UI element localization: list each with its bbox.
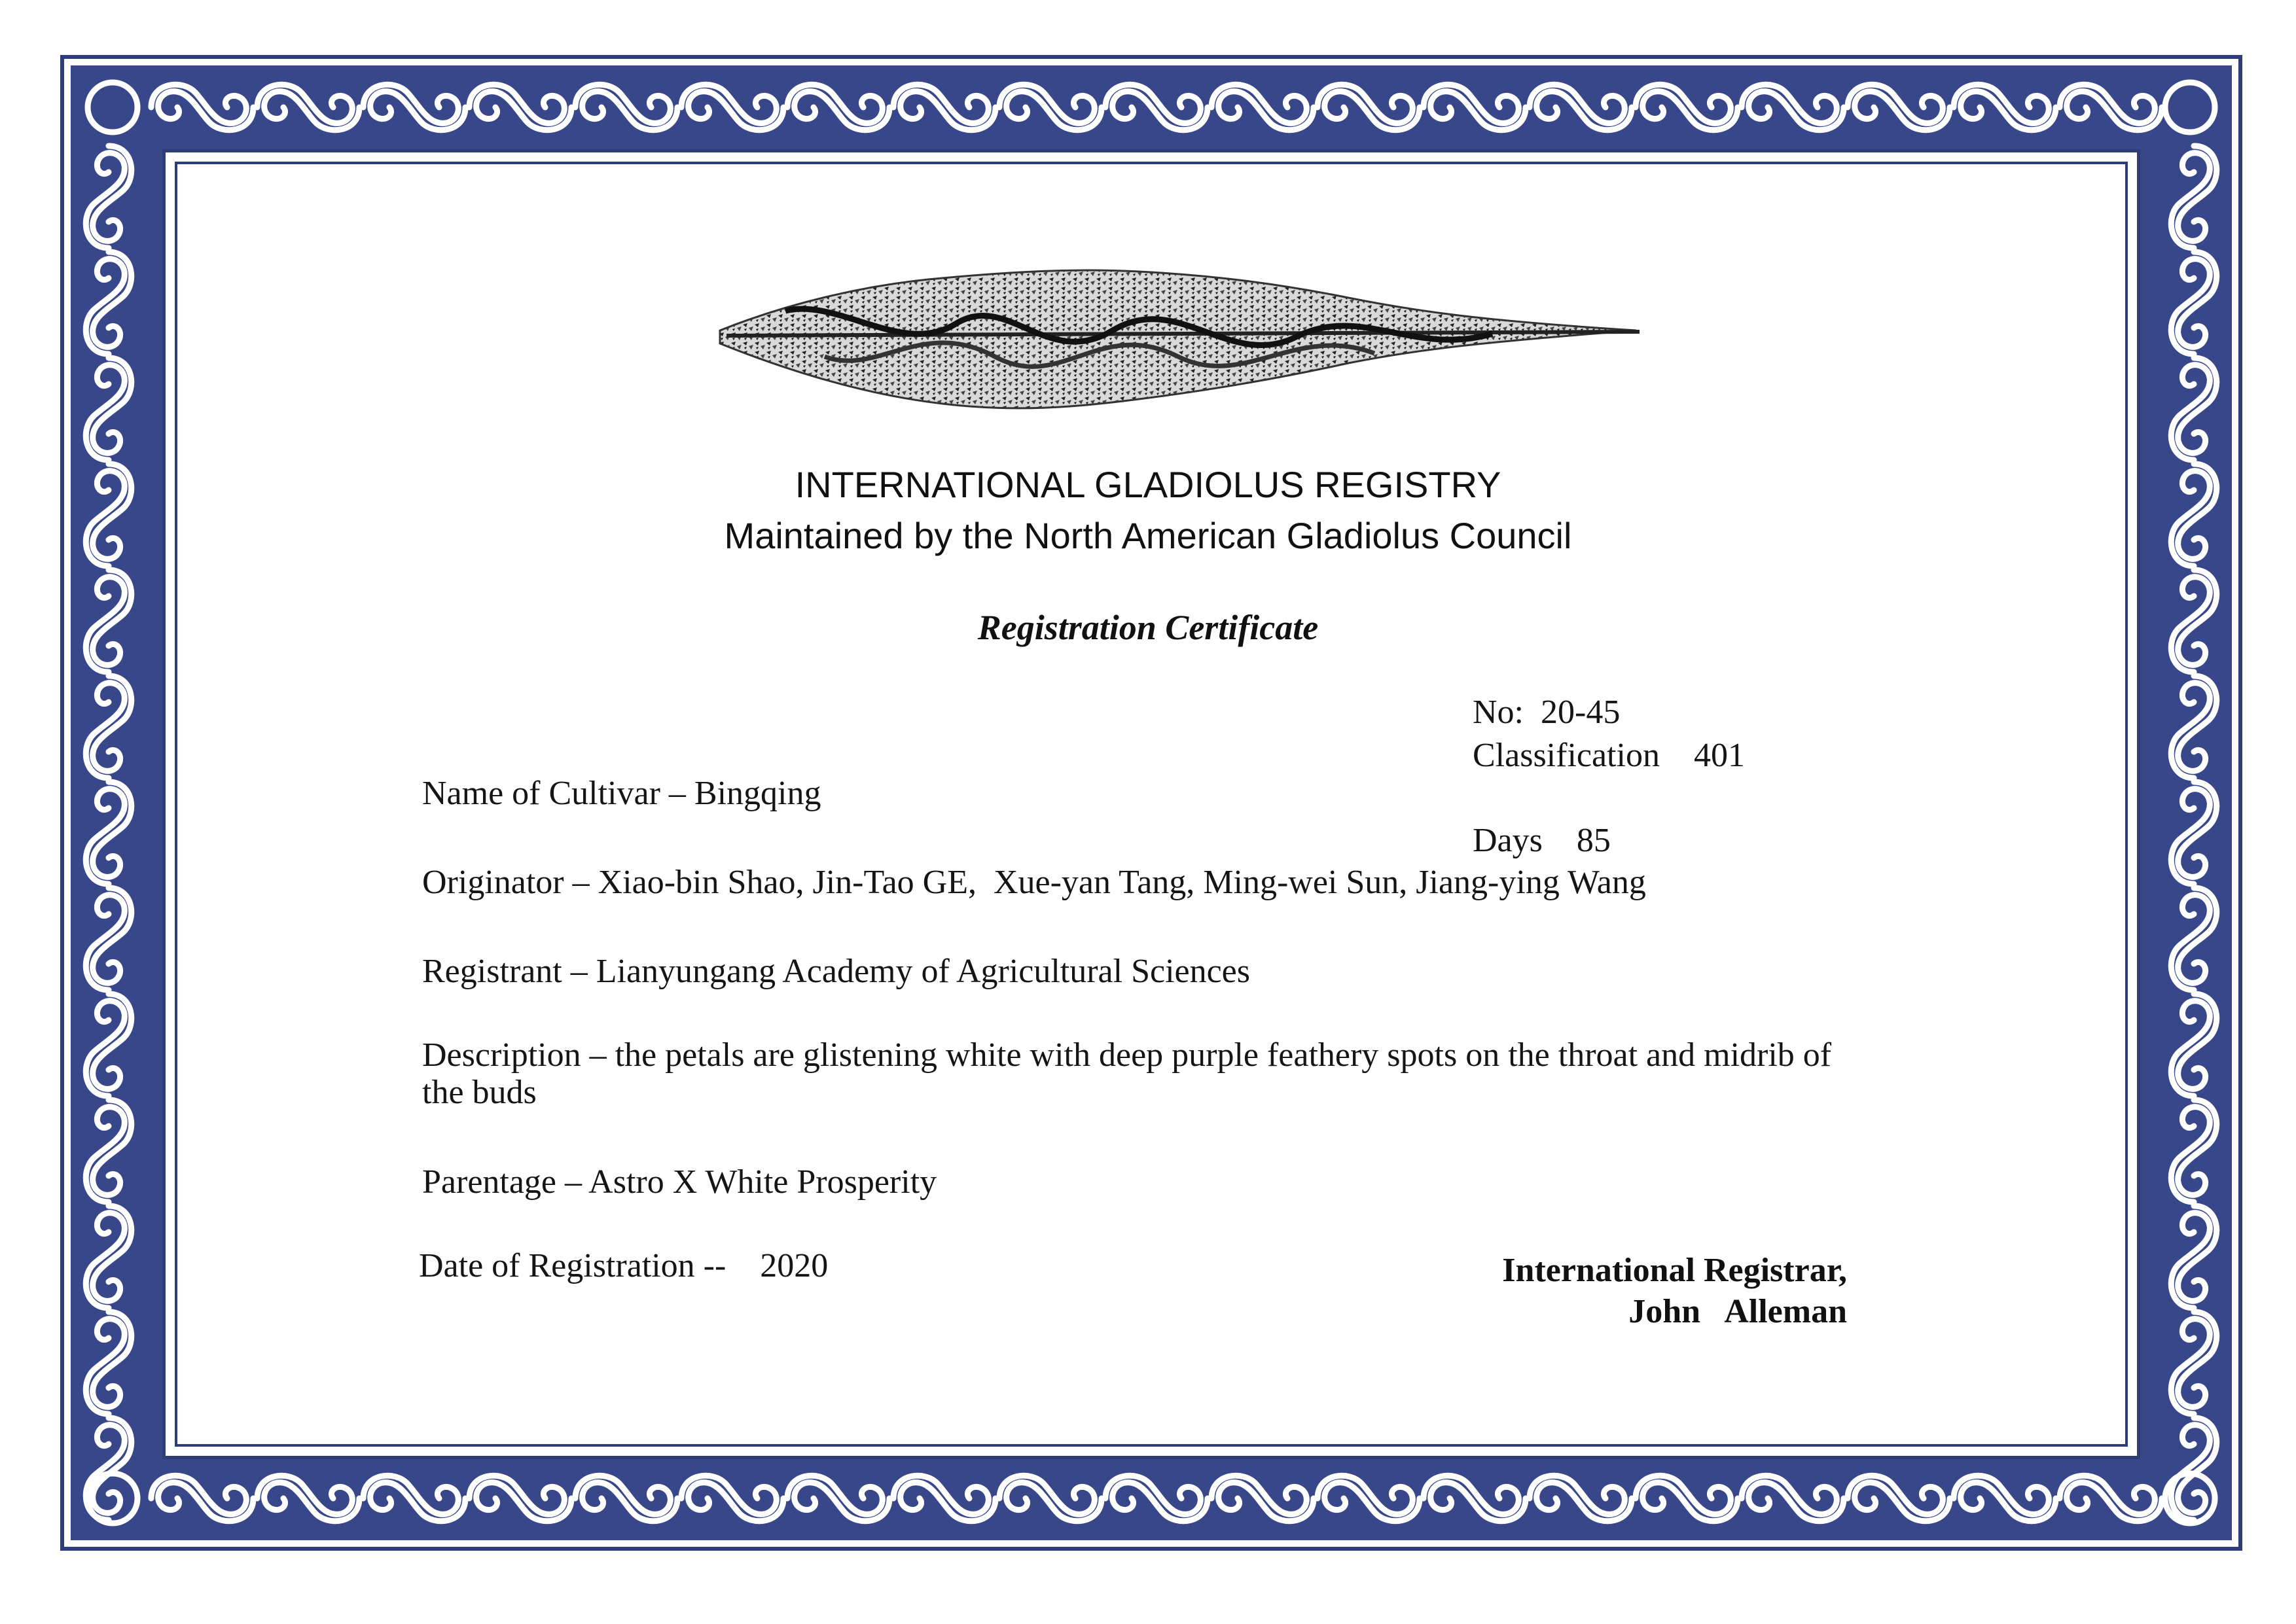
scroll-motif <box>1954 1475 2056 1521</box>
scroll-motif <box>2171 146 2216 248</box>
scroll-motif <box>86 1418 131 1520</box>
scroll-motif <box>2171 994 2216 1096</box>
description-field <box>422 1036 1862 1111</box>
originator-label: Originator <box>422 864 564 901</box>
dash: – <box>572 864 590 901</box>
scroll-motif <box>1848 84 1950 130</box>
scroll-motif <box>469 84 571 130</box>
scroll-motif <box>1211 84 1314 130</box>
scroll-motif <box>151 1475 253 1521</box>
scroll-motif <box>1318 84 1420 130</box>
cultivar-label: Name of Cultivar <box>422 775 660 812</box>
registrar-signature-block <box>1502 1250 1847 1333</box>
scroll-motif <box>1211 1475 1314 1521</box>
scroll-motif <box>363 1475 465 1521</box>
scroll-motif <box>2171 358 2216 460</box>
scroll-motif <box>575 1475 677 1521</box>
scroll-motif <box>999 1475 1102 1521</box>
scroll-motif <box>86 676 131 778</box>
scroll-motif <box>257 84 359 130</box>
originator-value: Xiao-bin Shao, Jin-Tao GE, Xue-yan Tang, Ming-wei Sun, Jiang-ying Wang <box>598 864 1646 901</box>
cultivar-field <box>422 775 821 812</box>
scroll-motif <box>151 84 253 130</box>
scroll-motif <box>575 84 677 130</box>
scroll-motif <box>1424 1475 1526 1521</box>
scroll-motif <box>2171 1312 2216 1414</box>
registrant-field <box>422 953 1250 990</box>
registry-title: INTERNATIONAL GLADIOLUS REGISTRY <box>795 464 1501 505</box>
scroll-motif <box>363 84 465 130</box>
registrant-value: Lianyungang Academy of Agricultural Sciences <box>596 953 1250 990</box>
days <box>1473 822 1611 859</box>
days-label: Days <box>1473 822 1543 859</box>
registration-date-field <box>419 1247 828 1284</box>
scroll-motif <box>86 782 131 884</box>
scroll-motif <box>893 84 996 130</box>
scroll-motif <box>86 1100 131 1202</box>
scroll-motif <box>1954 84 2056 130</box>
scroll-motif <box>257 1475 359 1521</box>
dash: – <box>668 775 686 812</box>
scroll-motif <box>2060 1475 2162 1521</box>
scroll-motif <box>2171 1100 2216 1202</box>
scroll-motif <box>1636 1475 1738 1521</box>
scroll-motif <box>1318 1475 1420 1521</box>
scroll-motif <box>2171 252 2216 354</box>
scroll-motif <box>893 1475 996 1521</box>
classification <box>1473 737 1745 774</box>
dash: – <box>570 953 588 990</box>
parentage-value: Astro X White Prosperity <box>588 1163 937 1201</box>
scroll-motif <box>86 994 131 1096</box>
dash: – <box>565 1163 583 1201</box>
scroll-motif <box>1848 1475 1950 1521</box>
dash: – <box>589 1036 607 1074</box>
certificate-title: Registration Certificate <box>977 608 1319 647</box>
scroll-motif <box>86 252 131 354</box>
registrar-name: John Alleman <box>1628 1293 1847 1331</box>
scroll-motif <box>1424 84 1526 130</box>
gladiolus-flower-spike <box>707 258 1643 419</box>
parentage-label: Parentage <box>422 1163 557 1201</box>
scroll-motif <box>787 84 889 130</box>
scroll-motif <box>86 888 131 990</box>
scroll-motif <box>469 1475 571 1521</box>
scroll-motif <box>1530 1475 1632 1521</box>
certificate-number <box>1473 694 1620 731</box>
originator-field <box>422 864 1646 901</box>
scroll-motif <box>1105 84 1208 130</box>
description-label: Description <box>422 1036 581 1074</box>
scroll-motif <box>1742 1475 1844 1521</box>
corner-scroll <box>88 82 137 132</box>
scroll-motif <box>2060 84 2162 130</box>
cultivar-value: Bingqing <box>694 775 821 812</box>
scroll-motif <box>2171 782 2216 884</box>
classification-label: Classification <box>1473 737 1660 774</box>
number-value: 20-45 <box>1541 694 1621 731</box>
scroll-motif <box>1530 84 1632 130</box>
classification-value: 401 <box>1693 737 1745 774</box>
scroll-motif <box>787 1475 889 1521</box>
days-value: 85 <box>1576 822 1611 859</box>
scroll-motif <box>681 84 783 130</box>
parentage-field <box>422 1163 937 1201</box>
scroll-motif <box>86 358 131 460</box>
corner-scroll <box>2165 82 2215 132</box>
scroll-motif <box>2171 888 2216 990</box>
registrar-title: International Registrar, <box>1502 1252 1847 1289</box>
scroll-motif <box>86 1312 131 1414</box>
scroll-motif <box>2171 1418 2216 1520</box>
scroll-motif <box>1742 84 1844 130</box>
scroll-motif <box>2171 1206 2216 1308</box>
scroll-motif <box>1636 84 1738 130</box>
number-label: No: <box>1473 694 1524 731</box>
date-value: 2020 <box>760 1247 829 1284</box>
registrant-label: Registrant <box>422 953 562 990</box>
date-label: Date of Registration -- <box>419 1247 726 1284</box>
scroll-motif <box>2171 676 2216 778</box>
description-value: the petals are glistening white with deep purple feathery spots on the throat and midrib of the buds <box>422 1036 1832 1112</box>
scroll-motif <box>86 1206 131 1308</box>
scroll-motif <box>86 146 131 248</box>
scroll-motif <box>1105 1475 1208 1521</box>
scroll-motif <box>999 84 1102 130</box>
scroll-motif <box>681 1475 783 1521</box>
registry-subtitle: Maintained by the North American Gladiolus Council <box>724 515 1572 556</box>
